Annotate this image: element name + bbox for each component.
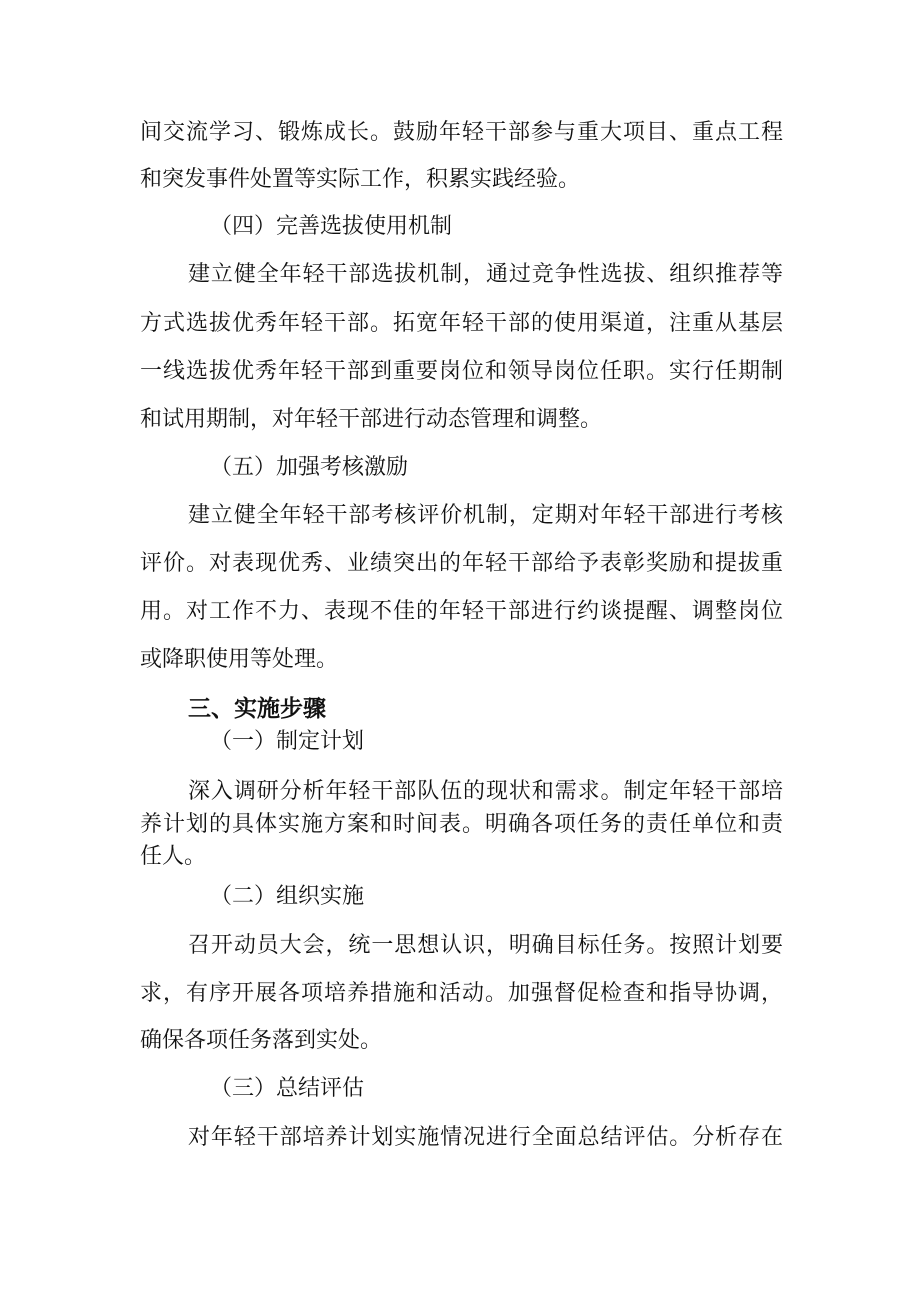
paragraph-line: 建立健全年轻干部考核评价机制，定期对年轻干部进行考核: [188, 503, 783, 528]
paragraph-line: 对年轻干部培养计划实施情况进行全面总结评估。分析存在: [188, 1125, 783, 1150]
paragraph-line: 用。对工作不力、表现不佳的年轻干部进行约谈提醒、调整岗位: [140, 599, 783, 624]
paragraph-line: 建立健全年轻干部选拔机制，通过竞争性选拔、组织推荐等: [188, 262, 783, 287]
paragraph-line: 或降职使用等处理。: [140, 647, 339, 672]
section-heading-three: （三）总结评估: [210, 1076, 365, 1101]
section-heading-five: （五）加强考核激励: [210, 455, 409, 480]
section-heading-one: （一）制定计划: [210, 729, 365, 754]
paragraph-line: 深入调研分析年轻干部队伍的现状和需求。制定年轻干部培: [188, 779, 783, 804]
paragraph-line: 养计划的具体实施方案和时间表。明确各项任务的责任单位和责: [140, 812, 783, 837]
paragraph-line: 确保各项任务落到实处。: [140, 1028, 383, 1053]
section-heading-four: （四）完善选拔使用机制: [210, 214, 453, 239]
paragraph-line: 方式选拔优秀年轻干部。拓宽年轻干部的使用渠道，注重从基层: [140, 311, 783, 336]
chapter-heading: 三、实施步骤: [188, 696, 326, 722]
paragraph-line: 召开动员大会，统一思想认识，明确目标任务。按照计划要: [188, 933, 783, 958]
paragraph-line: 间交流学习、锻炼成长。鼓励年轻干部参与重大项目、重点工程: [140, 120, 783, 145]
paragraph-line: 求，有序开展各项培养措施和活动。加强督促检查和指导协调，: [140, 981, 783, 1006]
paragraph-line: 一线选拔优秀年轻干部到重要岗位和领导岗位任职。实行任期制: [140, 359, 783, 384]
section-heading-two: （二）组织实施: [210, 884, 365, 909]
paragraph-line: 和试用期制，对年轻干部进行动态管理和调整。: [140, 407, 603, 432]
paragraph-line: 评价。对表现优秀、业绩突出的年轻干部给予表彰奖励和提拔重: [140, 551, 783, 576]
paragraph-line: 任人。: [140, 844, 207, 869]
paragraph-line: 和突发事件处置等实际工作，积累实践经验。: [140, 167, 581, 192]
